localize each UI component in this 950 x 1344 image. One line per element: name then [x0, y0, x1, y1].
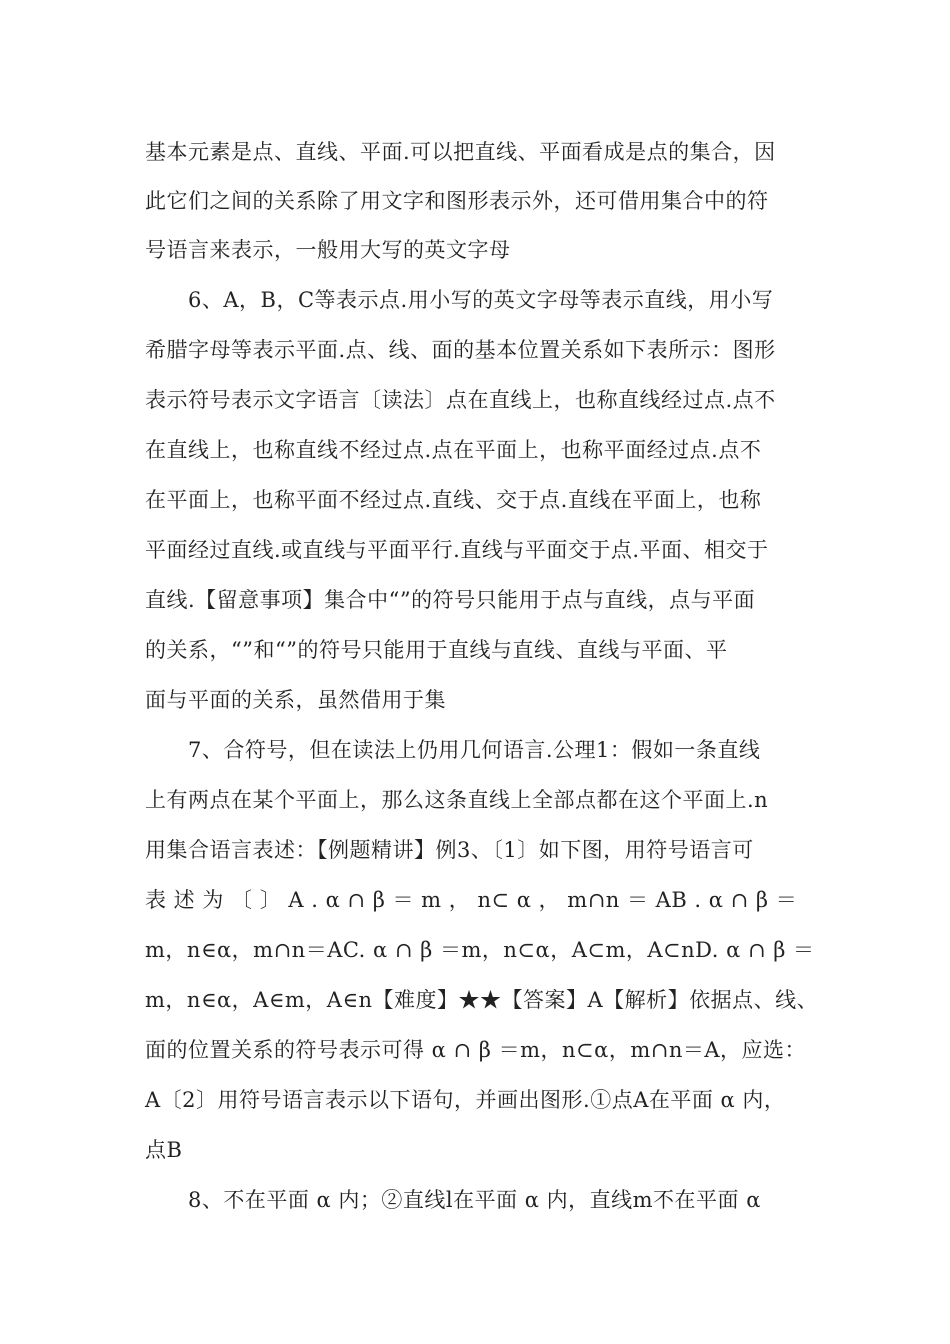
- text-line: 上有两点在某个平面上，那么这条直线上全部点都在这个平面上.n: [145, 788, 769, 812]
- text-line: 的关系，“”和“”的符号只能用于直线与直线、直线与平面、平: [145, 638, 728, 662]
- text-line: 面与平面的关系，虽然借用于集: [145, 688, 446, 712]
- text-line: 7、合符号，但在读法上仍用几何语言.公理1：假如一条直线: [188, 738, 761, 762]
- text-line: 点B: [145, 1138, 183, 1162]
- text-line: m，n∈α，m∩n＝AC. α ∩ β ＝m，n⊂α，A⊂m，A⊂nD. α ∩ β ＝: [145, 938, 815, 962]
- text-line: 用集合语言表述：【例题精讲】例3、〔1〕如下图，用符号语言可: [145, 838, 754, 862]
- text-line: 在直线上，也称直线不经过点.点在平面上，也称平面经过点.点不: [145, 438, 762, 462]
- text-line: 直线.【留意事项】集合中“”的符号只能用于点与直线，点与平面: [145, 588, 756, 612]
- text-line: 8、不在平面 α 内；②直线l在平面 α 内，直线m不在平面 α: [188, 1188, 761, 1212]
- text-line: 在平面上，也称平面不经过点.直线、交于点.直线在平面上，也称: [145, 488, 762, 512]
- text-line: 表 述 为 〔 〕 A . α ∩ β ＝ m ， n⊂ α ， m∩n ＝ AB . α ∩ β ＝: [145, 888, 798, 912]
- text-line: A〔2〕用符号语言表示以下语句，并画出图形.①点A在平面 α 内，: [145, 1088, 786, 1112]
- text-line: 号语言来表示，一般用大写的英文字母: [145, 238, 511, 262]
- text-line: 面的位置关系的符号表示可得 α ∩ β ＝m，n⊂α，m∩n＝A，应选：: [145, 1038, 807, 1062]
- text-line: 此它们之间的关系除了用文字和图形表示外，还可借用集合中的符: [145, 189, 769, 213]
- text-line: 6、A，B，C等表示点.用小写的英文字母等表示直线，用小写: [188, 288, 774, 312]
- text-line: m，n∈α，A∈m，A∈n【难度】★★【答案】A【解析】依据点、线、: [145, 988, 819, 1012]
- text-line: 基本元素是点、直线、平面.可以把直线、平面看成是点的集合，因: [145, 140, 776, 164]
- text-line: 希腊字母等表示平面.点、线、面的基本位置关系如下表所示：图形: [145, 338, 776, 362]
- text-line: 平面经过直线.或直线与平面平行.直线与平面交于点.平面、相交于: [145, 538, 769, 562]
- text-line: 表示符号表示文字语言〔读法〕点在直线上，也称直线经过点.点不: [145, 388, 776, 412]
